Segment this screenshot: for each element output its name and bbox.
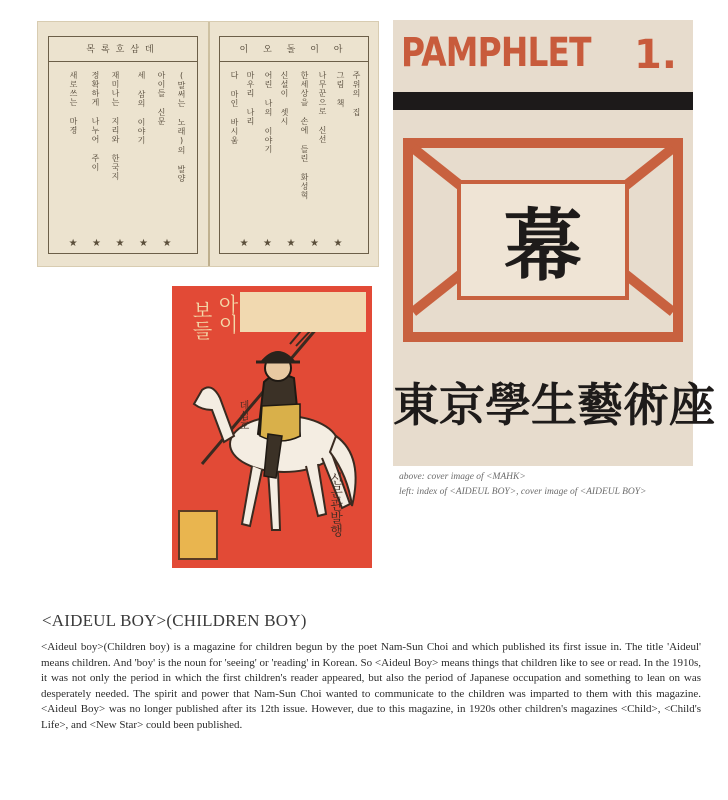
index-right-page — [219, 36, 369, 254]
index-left-col: 세 삼의 이야기 — [137, 71, 146, 145]
index-left-title: 목록호삼데 — [49, 39, 197, 62]
index-right-col: 신설이 셋시 — [280, 71, 289, 126]
image-captions — [399, 470, 699, 500]
aideul-title-right: 아이 — [215, 294, 239, 334]
index-right-col: 주위의 집 — [352, 71, 361, 117]
index-right-col: 한세상을 손에 들린 화성혁 — [300, 71, 309, 200]
index-right-col: 다 마인 바시움 — [230, 71, 239, 145]
mahk-title-char: 學 — [485, 378, 531, 432]
index-left-col: 재미나는 지리와 한국지 — [111, 71, 120, 181]
mahk-center-glyph: 幕 — [503, 202, 582, 292]
mahk-title-char: 生 — [531, 378, 577, 432]
index-left-col: 정확하게 나누어 주이 — [91, 71, 100, 172]
mahk-bottom-title — [393, 348, 715, 456]
aideul-issue-box — [240, 292, 366, 332]
aideul-publisher: 신문관발행 — [327, 472, 342, 537]
spread-fold — [208, 22, 210, 266]
article-body: <Aideul boy>(Children boy) is a magazine for children begun by the poet Nam-Sun Choi and which published its first issue in. The title 'Aideul' means children. And 'boy' is the noun for 'seeing' or 'reading' in Korean. So <Aideul Boy> means things that children like to see or read. In the 1910s, it was not only the period in which the first children's reader appeared, but also the period of Japanese occupation and something to lean on was desperately needed. The spirit and power that Nam-Sun Choi wanted to communicate to the children was imparted to them with this magazine. <Aideul Boy> was no longer published after its 12th issue. However, due to this magazine, in 1920s other children's magazines <Child>, <Child's Life>, and <New Star> could been published. — [41, 641, 701, 731]
mahk-masthead-word: PAMPHLET — [401, 30, 591, 76]
aideul-title-left: 보들 — [189, 300, 213, 340]
mahk-title-char: 京 — [439, 378, 485, 432]
index-left-page — [48, 36, 198, 254]
index-left-stars: ★ ★ ★ ★ ★ — [68, 238, 178, 249]
index-right-col: 마우리 나리 — [246, 71, 255, 126]
aideul-boy-cover-image — [172, 286, 372, 568]
index-right-title: 이 오 돌 이 아 — [220, 39, 368, 62]
mahk-cover-image — [393, 20, 715, 466]
aideul-issue-label: 데십호 — [237, 400, 248, 430]
index-right-col: 나무꾼으로 신선 — [318, 71, 327, 144]
mahk-orange-frame — [403, 138, 683, 342]
mahk-title-char: 藝 — [577, 378, 623, 432]
mahk-title-char: 東 — [393, 378, 439, 432]
aideul-boy-index-photo — [37, 21, 379, 267]
mahk-black-bar — [393, 92, 693, 110]
caption-above: above: cover image of <MAHK> — [399, 472, 526, 482]
index-left-col: 새로쓰는 마졍 — [69, 71, 78, 135]
index-right-col: 그림 책 — [336, 71, 345, 108]
mahk-title-char: 術 — [623, 378, 669, 432]
index-right-col: 어린 나의 이야기 — [264, 71, 273, 154]
index-left-col: 아이들 신문 — [157, 71, 166, 126]
mahk-title-char: 座 — [669, 378, 715, 432]
tiger-emblem — [178, 510, 218, 560]
mahk-issue-number: 1. — [633, 32, 677, 78]
article-heading: <AIDEUL BOY>(CHILDREN BOY) — [42, 611, 307, 630]
index-left-col: (말써는 노래)의 발양 — [177, 71, 186, 183]
caption-left: left: index of <AIDEUL BOY>, cover image of <AIDEUL BOY> — [399, 487, 647, 497]
mahk-center-panel — [457, 180, 629, 300]
mahk-masthead — [399, 28, 687, 88]
index-right-stars: ★ ★ ★ ★ ★ — [239, 238, 349, 249]
